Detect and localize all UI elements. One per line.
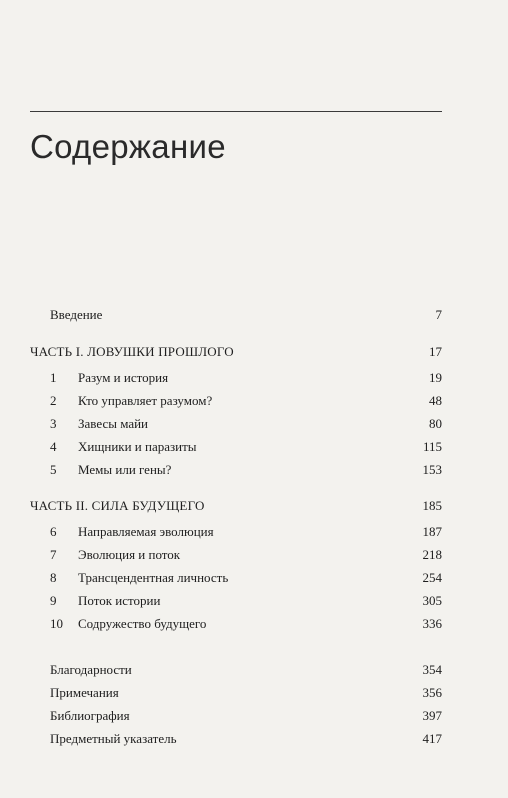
toc-part-label: ЧАСТЬ II. СИЛА БУДУЩЕГО — [30, 498, 205, 513]
chapter-number: 10 — [50, 616, 63, 631]
chapter-title: Хищники и паразиты — [78, 439, 197, 454]
chapter-number: 8 — [50, 570, 57, 585]
chapter-number: 9 — [50, 593, 57, 608]
toc-chapter — [0, 368, 508, 388]
chapter-page: 305 — [422, 593, 442, 608]
chapter-title: Разум и история — [78, 370, 169, 385]
chapter-page: 254 — [422, 570, 442, 585]
back-matter-page: 354 — [422, 662, 442, 677]
back-matter-page: 397 — [422, 708, 442, 723]
chapter-page: 80 — [429, 416, 442, 431]
chapter-title: Поток истории — [78, 593, 161, 608]
chapter-title: Содружество будущего — [78, 616, 207, 631]
back-matter-page: 417 — [422, 731, 442, 746]
toc-chapter — [0, 437, 508, 457]
toc-chapter — [0, 460, 508, 480]
toc-part-1 — [0, 342, 508, 362]
chapter-title: Эволюция и поток — [78, 547, 181, 562]
chapter-number: 6 — [50, 524, 57, 539]
chapter-number: 1 — [50, 370, 57, 385]
toc-chapter — [0, 391, 508, 411]
chapter-number: 2 — [50, 393, 57, 408]
toc-back-matter — [0, 706, 508, 726]
toc-entry-intro — [0, 305, 508, 325]
chapter-page: 48 — [429, 393, 442, 408]
back-matter-label: Примечания — [50, 685, 119, 700]
toc-chapter — [0, 568, 508, 588]
chapter-page: 187 — [422, 524, 442, 539]
chapter-title: Кто управляет разумом? — [78, 393, 213, 408]
toc-chapter — [0, 522, 508, 542]
chapter-title: Трансцендентная личность — [78, 570, 229, 585]
toc-part-label: ЧАСТЬ I. ЛОВУШКИ ПРОШЛОГО — [30, 344, 234, 359]
chapter-page: 153 — [422, 462, 442, 477]
toc-part-page: 185 — [422, 498, 442, 513]
toc-back-matter — [0, 729, 508, 749]
chapter-number: 4 — [50, 439, 57, 454]
top-rule — [30, 111, 442, 112]
back-matter-page: 356 — [422, 685, 442, 700]
chapter-page: 115 — [422, 439, 442, 454]
chapter-title: Направляемая эволюция — [78, 524, 214, 539]
toc-chapter — [0, 591, 508, 611]
chapter-number: 3 — [50, 416, 57, 431]
back-matter-label: Библиография — [50, 708, 130, 723]
toc-chapter — [0, 414, 508, 434]
chapter-title: Мемы или гены? — [78, 462, 172, 477]
chapter-page: 218 — [422, 547, 442, 562]
toc-entry-label: Введение — [50, 307, 103, 322]
chapter-page: 19 — [429, 370, 442, 385]
chapter-number: 7 — [50, 547, 57, 562]
toc-back-matter — [0, 660, 508, 680]
toc-part-page: 17 — [429, 344, 442, 359]
back-matter-label: Предметный указатель — [50, 731, 177, 746]
toc-back-matter — [0, 683, 508, 703]
toc-chapter — [0, 545, 508, 565]
page-title: Содержание — [30, 128, 226, 165]
toc-entry-page: 7 — [435, 307, 442, 322]
chapter-page: 336 — [422, 616, 442, 631]
toc-part-2 — [0, 496, 508, 516]
chapter-title: Завесы майи — [78, 416, 149, 431]
chapter-number: 5 — [50, 462, 57, 477]
back-matter-label: Благодарности — [50, 662, 132, 677]
toc-chapter — [0, 614, 508, 634]
